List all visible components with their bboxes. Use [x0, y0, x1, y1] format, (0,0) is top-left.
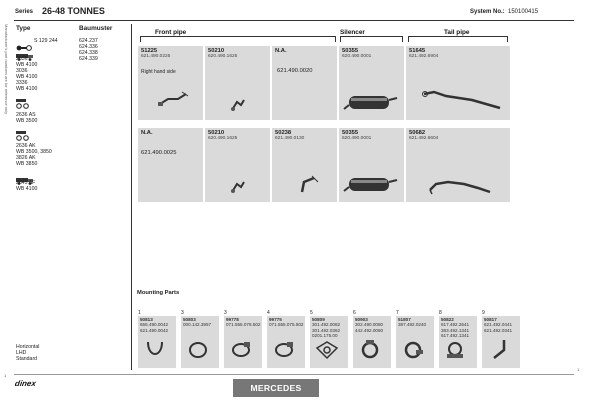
part-code: 620.490.0001 — [342, 136, 372, 141]
page-number-right: 1 — [577, 367, 580, 372]
tail-bracket — [408, 36, 508, 37]
row1-tail-pipe[interactable] — [406, 46, 510, 120]
clamp-ring-icon — [357, 338, 383, 360]
baumuster-codes: 624.237 624.336 624.338 624.339 — [79, 38, 98, 62]
mounting-cell-4[interactable]: 99775 071.555.075.502 — [267, 316, 305, 368]
clamp-ring-icon — [400, 338, 426, 360]
group-2: 2636 AS WB 3500 — [16, 112, 38, 124]
part-code: 621.490.0130 — [275, 136, 305, 141]
hose-clamp-icon — [228, 338, 254, 360]
silencer-bracket — [340, 36, 403, 37]
mounting-cell-2[interactable]: 50803 000.142.3957 — [181, 316, 219, 368]
section-silencer: Silencer — [340, 29, 365, 36]
row2-silencer[interactable] — [339, 128, 404, 202]
section-front-pipe: Front pipe — [155, 29, 187, 36]
part-code: 620.490.1625 — [208, 136, 238, 141]
part-number: N.A. — [141, 130, 153, 136]
group-3: 2636 AK WB 3500, 3850 3826 AK WB 3850 — [16, 143, 52, 167]
mounting-cell-5[interactable]: 50809 301.492.0082 301.492.0362 0201.175.00 — [310, 316, 348, 368]
row1-connector[interactable] — [205, 46, 270, 120]
system-label: System No.: — [470, 9, 505, 15]
installation-notes: Horizontal LHD Standard — [16, 344, 40, 362]
footer-rule — [14, 374, 574, 375]
part-code: 620.490.1625 — [208, 54, 238, 59]
flex-connector-icon — [229, 180, 247, 194]
group-1: 2636 WB 4100 3036 WB 4100 3336 WB 4100 — [16, 56, 38, 92]
axle-icon-text: S 129 244 — [34, 38, 58, 44]
baumuster-label: Baumuster — [79, 25, 113, 32]
bend-pipe-icon — [298, 174, 320, 194]
silencer-icon — [343, 90, 399, 114]
part-number: 51645 — [409, 48, 426, 54]
ring-gasket-icon — [185, 338, 211, 360]
hose-clamp-icon — [271, 338, 297, 360]
row1-silencer[interactable] — [339, 46, 404, 120]
row2-connector[interactable] — [205, 128, 270, 202]
front-bracket — [140, 36, 336, 37]
part-number: 50238 — [275, 130, 292, 136]
mounting-cell-3[interactable]: 99778 071.555.078.502 — [224, 316, 262, 368]
part-big-code: 621.490.0020 — [277, 68, 313, 74]
type-label: Type — [16, 25, 31, 32]
part-code: 621.492.6904 — [409, 54, 439, 59]
part-number: 51225 — [141, 48, 158, 54]
mounting-cell-6[interactable]: 50903 302.490.0080 442.492.0080 — [353, 316, 391, 368]
row2-not-available[interactable] — [138, 128, 203, 202]
brand-banner: MERCEDES — [233, 379, 319, 397]
mounting-cell-9[interactable]: 50817 621.492.0441 621.492.0341 — [482, 316, 520, 368]
part-number: 50682 — [409, 130, 426, 136]
part-number: 50355 — [342, 48, 359, 54]
side-note: Manufacturer's part numbers are for reference only — [4, 24, 9, 115]
u-clamp-icon — [142, 338, 168, 360]
part-note: Right hand side — [141, 69, 176, 75]
flange-gasket-icon — [314, 338, 340, 360]
page-number-left: 1 — [4, 373, 7, 378]
row1-front-pipe[interactable] — [138, 46, 203, 120]
part-number: 50355 — [342, 130, 359, 136]
tail-pipe-icon — [422, 86, 502, 112]
hanger-bracket-icon — [486, 338, 512, 360]
part-number: N.A. — [275, 48, 287, 54]
part-code: 621.492.6604 — [409, 136, 439, 141]
header-rule — [14, 20, 574, 21]
mounting-cell-7[interactable]: 51807 387.492.0240 — [396, 316, 434, 368]
system-value: 150100415 — [508, 9, 539, 15]
mounting-cell-1[interactable]: 50813 655.490.0042 621.490.0042 — [138, 316, 176, 368]
bracket-clamp-icon — [443, 338, 469, 360]
row2-front-pipe[interactable] — [272, 128, 337, 202]
mounting-title: Mounting Parts — [137, 290, 180, 296]
section-tail-pipe: Tail pipe — [444, 29, 470, 36]
flex-connector-icon — [229, 98, 247, 112]
column-divider — [131, 24, 132, 370]
part-code: 620.490.0001 — [342, 54, 372, 59]
part-big-code: 621.490.0025 — [141, 150, 177, 156]
row1-not-available[interactable] — [272, 46, 337, 120]
silencer-icon — [343, 172, 399, 196]
part-number: 50210 — [208, 130, 225, 136]
front-pipe-icon — [158, 90, 190, 108]
series-label: Series — [15, 9, 34, 15]
part-number: 50210 — [208, 48, 225, 54]
mounting-cell-8[interactable]: 50822 617.492.2641 383.492.1341 617.492.1341 — [439, 316, 477, 368]
part-code: 621.490.0225 — [141, 54, 171, 59]
group-4: 2645 AF WB 4100 — [16, 180, 38, 192]
series-value: 26-48 TONNES — [42, 6, 105, 16]
row2-tail-pipe[interactable] — [406, 128, 510, 202]
tail-pipe-icon — [428, 172, 492, 196]
dinex-logo: dinex — [14, 379, 37, 388]
